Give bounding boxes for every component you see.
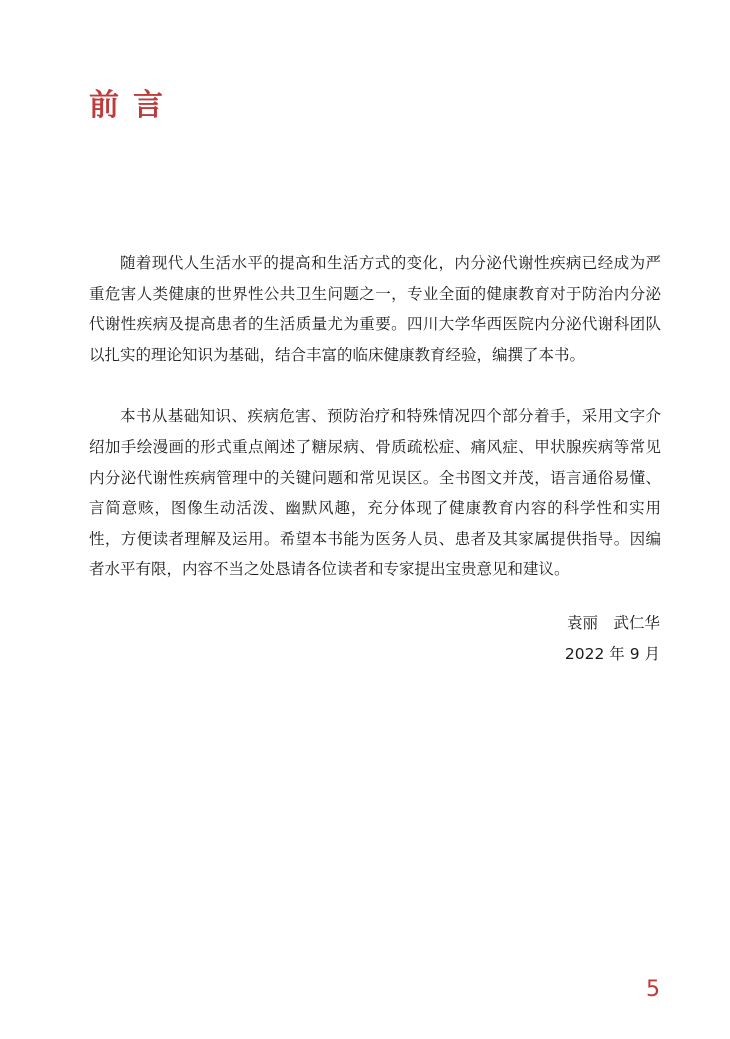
preface-body xyxy=(89,248,661,585)
paragraph-1: 随着现代人生活水平的提高和生活方式的变化，内分泌代谢性疾病已经成为严重危害人类健康的世界性公共卫生问题之一，专业全面的健康教育对于防治内分泌代谢性疾病及提高患者的生活质量尤为重要。四川大学华西医院内分泌代谢科团队以扎实的理论知识为基础，结合丰富的临床健康教育经验，编撰了本书。 xyxy=(89,254,661,364)
page-title: 前言 xyxy=(89,88,177,123)
paragraph-2: 本书从基础知识、疾病危害、预防治疗和特殊情况四个部分着手，采用文字介绍加手绘漫画的形式重点阐述了糖尿病、骨质疏松症、痛风症、甲状腺疾病等常见内分泌代谢性疾病管理中的关键问题和常见误区。全书图文并茂，语言通俗易懂、言简意赅，图像生动活泼、幽默风趣，充分体现了健康教育内容的科学性和实用性，方便读者理解及运用。希望本书能为医务人员、患者及其家属提供指导。因编者水平有限，内容不当之处恳请各位读者和专家提出宝贵意见和建议。 xyxy=(89,407,661,579)
page-number: 5 xyxy=(646,977,660,1002)
publication-date: 2022 年 9 月 xyxy=(564,644,660,663)
author-names: 袁丽 武仁华 xyxy=(566,614,660,632)
signature-block xyxy=(565,608,660,669)
